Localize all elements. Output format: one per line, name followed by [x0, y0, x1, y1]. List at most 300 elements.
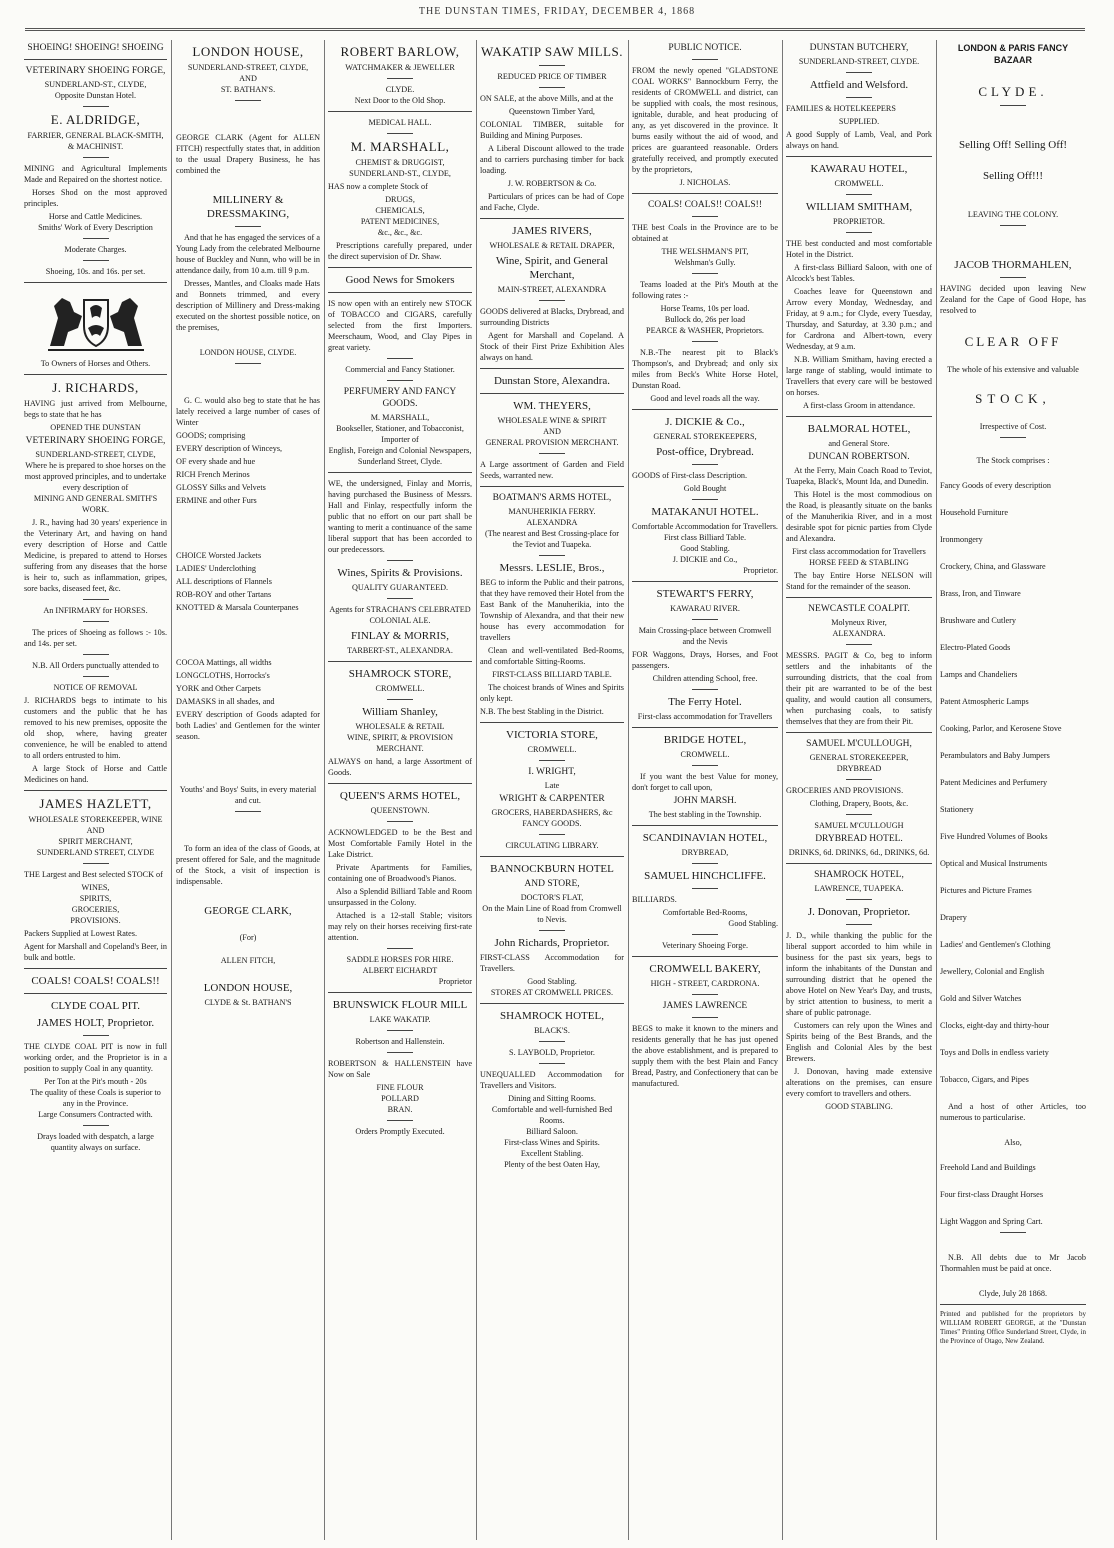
- ad-text: Good Stabling.: [728, 919, 778, 928]
- ad-text: LONDON HOUSE, CLYDE.: [199, 348, 297, 357]
- separator: [692, 216, 718, 217]
- ad-title: J. DICKIE & Co.,: [665, 416, 745, 428]
- ad-text: GENERAL STOREKEEPERS,: [653, 432, 757, 441]
- ad-text: Welshman's Gully.: [674, 258, 736, 267]
- ad-paragraph: FIRST-CLASS Accommodation for Travellers.: [480, 953, 624, 973]
- ad-text: CROMWELL.: [527, 745, 577, 754]
- ad-text: Bullock do, 26s per load: [664, 315, 746, 324]
- column-3: [328, 40, 472, 1540]
- ad-rule: [480, 722, 624, 723]
- separator: [539, 87, 565, 88]
- ad-text: Commercial and Fancy Stationer.: [345, 365, 455, 374]
- ad-address: SUNDERLAND-ST., CLYDE,: [349, 169, 451, 178]
- ad-text: PATENT MEDICINES,: [360, 217, 440, 226]
- separator: [692, 994, 718, 995]
- ad-text: CHEMICALS,: [375, 206, 425, 215]
- ad-text: Also,: [1004, 1138, 1022, 1147]
- ad-text: Proprietor: [438, 977, 472, 986]
- ad-rule: [24, 374, 167, 375]
- ad-text: Children attending School, free.: [652, 674, 758, 683]
- separator: [235, 811, 261, 812]
- ad-rule: [786, 732, 932, 733]
- ad-paragraph: At the Ferry, Main Coach Road to Teviot, Tuapeka, Black's, Mount Ida, and Dunedin.: [786, 466, 932, 486]
- separator: [83, 106, 109, 107]
- ad-rule: [480, 218, 624, 219]
- ad-title: SHAMROCK HOTEL,: [500, 1010, 604, 1022]
- ad-heading: LONDON & PARIS FANCY BAZAAR: [957, 43, 1069, 65]
- ad-text: First class accommodation for Travellers: [792, 547, 926, 556]
- masthead-bar: [0, 0, 1114, 34]
- ad-heading: NEWCASTLE COALPIT.: [808, 604, 910, 614]
- ad-rule: [480, 486, 624, 487]
- goods-item: DAMASKS in all shades, and: [176, 697, 275, 706]
- separator: [846, 779, 872, 780]
- ad-signature: GEORGE CLARK,: [204, 905, 292, 917]
- header-rule: [25, 28, 1085, 31]
- ad-title: Dunstan Store, Alexandra.: [493, 375, 611, 387]
- ad-paragraph: ON SALE, at the above Mills, and at the: [480, 94, 614, 103]
- goods-item: ERMINE and other Furs: [176, 496, 257, 505]
- ad-text: CHEMIST & DRUGGIST,: [355, 158, 445, 167]
- stock-item: Cooking, Parlor, and Kerosene Stove: [940, 724, 1062, 733]
- stock-item: Brass, Iron, and Tinware: [940, 589, 1021, 598]
- ad-title: STEWART'S FERRY,: [656, 588, 754, 600]
- ad-rule: [480, 368, 624, 369]
- ad-paragraph: ALWAYS on hand, a large Assortment of Goods.: [328, 757, 472, 777]
- goods-item: EVERY description of Goods adapted for both Ladies' and Gentlemen for the winter season.: [176, 710, 320, 741]
- ad-rule: [786, 597, 932, 598]
- ad-heading: SHOEING! SHOEING! SHOEING: [27, 43, 164, 53]
- column-divider: [936, 40, 937, 1540]
- ad-paragraph: FROM the newly opened "GLADSTONE COAL WORKS" Bannockburn Ferry, the residents of CROMWELL and district, can be supplied with coals, the most resinous, ignitable, durable, and heat producing of any, as yet discovered in the province. It burns easily without the aid of wood, and prices are guaranteed reasonable. Orders gratefully received, and promptly executed by the proprietors,: [632, 66, 778, 174]
- ad-rule: [328, 267, 472, 268]
- ad-text: Orders Promptly Executed.: [355, 1127, 445, 1136]
- ad-text: Comfortable and well-furnished Bed Rooms.: [491, 1105, 613, 1125]
- stock-item: Toys and Dolls in endless variety: [940, 1048, 1049, 1057]
- ad-rule: [328, 111, 472, 112]
- ad-paragraph: WE, the undersigned, Finlay and Morris, having purchased the Business of Messrs. Hall and Finlay, respectfully inform the public that no effort on our part shall be wanting to merit a continuance of the same liberal support that has been accorded to our predecessors.: [328, 479, 472, 554]
- separator: [83, 676, 109, 677]
- ad-title: The Ferry Hotel.: [668, 696, 742, 708]
- ad-text: CIRCULATING LIBRARY.: [505, 841, 599, 850]
- ad-paragraph: ACKNOWLEDGED to be the Best and Most Comfortable Family Hotel in the Lake District.: [328, 828, 472, 859]
- ad-text: CROMWELL.: [375, 684, 425, 693]
- ad-title: JACOB THORMAHLEN,: [954, 259, 1072, 271]
- ad-title: WAKATIP SAW MILLS.: [481, 44, 623, 59]
- ad-paragraph: A Large assortment of Garden and Field Seeds, warranted new.: [480, 460, 624, 480]
- separator: [846, 97, 872, 98]
- ad-heading: DUNSTAN BUTCHERY,: [809, 43, 909, 53]
- ad-paragraph: N.B. The best Stabling in the District.: [480, 707, 604, 716]
- separator: [692, 59, 718, 60]
- ad-text: WINES,: [81, 883, 110, 892]
- ad-text: DRINKS, 6d. DRINKS, 6d., DRINKS, 6d.: [788, 848, 930, 857]
- left-horse-icon: [50, 298, 82, 346]
- goods-item: LONGCLOTHS, Horrocks's: [176, 671, 270, 680]
- stock-item: Stationery: [940, 805, 974, 814]
- separator: [387, 821, 413, 822]
- stock-item: Pictures and Picture Frames: [940, 886, 1032, 895]
- ad-paragraph: A Liberal Discount allowed to the trade and to carriers purchasing timber for back loading.: [480, 144, 624, 175]
- ad-paragraph: MESSRS. PAGIT & Co, beg to inform settlers and the inhabitants of the surrounding districts, that the coal from their pit are warranted to be of the best quality, and would caution all consumers, when purchasing coals, to satisfy themselves that they are from their Pit.: [786, 651, 932, 726]
- separator: [692, 934, 718, 935]
- ad-paragraph: COLONIAL TIMBER, suitable for Building and Mining Purposes.: [480, 120, 624, 140]
- ad-paragraph: Dresses, Mantles, and Cloaks made Hats and Bonnets trimmed, and every description of Millinery and Dress-making executed on the shortest possible notice, on the premises,: [176, 279, 320, 332]
- ad-heading: BOATMAN'S ARMS HOTEL,: [492, 493, 612, 503]
- column-divider: [782, 40, 783, 1540]
- ad-paragraph: HAS now a complete Stock of: [328, 182, 428, 191]
- ad-paragraph: Packers Supplied at Lowest Rates.: [24, 929, 138, 938]
- ad-heading: AND STORE,: [524, 879, 580, 889]
- stock-item: Fancy Goods of every description: [940, 481, 1051, 490]
- ad-paragraph: Agent for Marshall and Copeland. A Stock of their First Prize Exhibition Ales always on hand.: [480, 331, 624, 362]
- horseshoe-icon: [88, 325, 104, 336]
- ad-text: Agents for STRACHAN'S CELEBRATED COLONIAL ALE.: [329, 605, 471, 625]
- stock-item: Gold and Silver Watches: [940, 994, 1022, 1003]
- ad-paragraph: Horses Shod on the most approved principles.: [24, 188, 167, 208]
- ad-rule: [24, 790, 167, 791]
- separator: [692, 1017, 718, 1018]
- separator: [539, 930, 565, 931]
- ad-rule: [632, 727, 778, 728]
- ad-title: William Shanley,: [362, 706, 438, 718]
- ad-title: CROMWELL BAKERY,: [649, 963, 761, 975]
- ad-title: Selling Off!!!: [983, 170, 1043, 182]
- ad-text: DRYBREAD: [836, 764, 882, 773]
- stock-item: Tobacco, Cigars, and Pipes: [940, 1075, 1029, 1084]
- ad-title: JAMES HOLT, Proprietor.: [36, 1017, 155, 1029]
- separator: [692, 765, 718, 766]
- column-1: [24, 40, 167, 1540]
- ad-text: Plenty of the best Oaten Hay,: [504, 1160, 600, 1169]
- goods-item: CHOICE Worsted Jackets: [176, 551, 262, 560]
- separator: [235, 226, 261, 227]
- separator: [83, 654, 109, 655]
- ad-text: Drays loaded with despatch, a large quantity always on surface.: [37, 1132, 154, 1152]
- ad-text: SAMUEL M'CULLOUGH: [814, 821, 904, 830]
- ad-paragraph: FAMILIES & HOTELKEEPERS: [786, 104, 896, 113]
- ad-title: Messrs. LESLIE, Bros.,: [499, 562, 605, 574]
- ad-text: Queenstown Timber Yard,: [509, 107, 595, 116]
- ad-rule: [480, 856, 624, 857]
- ad-text: SADDLE HORSES FOR HIRE.: [346, 955, 454, 964]
- ad-text: WINE, SPIRIT, & PROVISION MERCHANT.: [346, 733, 454, 753]
- goods-item: EVERY description of Winceys,: [176, 444, 283, 453]
- ad-text: and General Store.: [828, 439, 890, 448]
- ad-address: HIGH - STREET, CARDRONA.: [650, 979, 760, 988]
- ad-text: Molyneux River,: [831, 618, 887, 627]
- ad-text: AND: [543, 427, 561, 436]
- ad-rule: [328, 992, 472, 993]
- separator: [83, 621, 109, 622]
- ad-paragraph: ROBERTSON & HALLENSTEIN have Now on Sale: [328, 1059, 472, 1079]
- ad-paragraph: GEORGE CLARK (Agent for ALLEN FITCH) respectfully states that, in addition to the usual Drapery Business, he has combined the: [176, 133, 320, 175]
- separator: [387, 380, 413, 381]
- goods-item: KNOTTED & Marsala Counterpanes: [176, 603, 299, 612]
- ad-paragraph: Customers can rely upon the Wines and Spirits being of the Best Brands, and the English and Colonial Ales by the best Brewers.: [786, 1021, 932, 1063]
- stock-item: Optical and Musical Instruments: [940, 859, 1048, 868]
- ad-address: SUNDERLAND-STREET, CLYDE,: [35, 450, 156, 459]
- ad-paragraph: THE CLYDE COAL PIT is now in full working order, and the Proprietor is in a position to supply Coal in any quantity.: [24, 1042, 167, 1073]
- ad-text: THE WELSHMAN'S PIT,: [661, 247, 749, 256]
- page-header-title: THE DUNSTAN TIMES, FRIDAY, DECEMBER 4, 1868: [418, 6, 696, 17]
- stock-item: Crockery, China, and Glassware: [940, 562, 1046, 571]
- ad-heading: DRYBREAD HOTEL.: [815, 834, 903, 844]
- separator: [539, 1063, 565, 1064]
- goods-item: YORK and Other Carpets: [176, 684, 261, 693]
- right-horse-icon: [110, 298, 142, 346]
- goods-item: OF every shade and hue: [176, 457, 256, 466]
- separator: [387, 948, 413, 949]
- separator: [387, 78, 413, 79]
- separator: [83, 157, 109, 158]
- ad-text: SPIRIT MERCHANT,: [58, 837, 133, 846]
- column-divider: [476, 40, 477, 1540]
- ad-paragraph: To form an idea of the class of Goods, at present offered for Sale, and the magnitude of the Stock, a visit of inspection is indispensable.: [176, 844, 320, 886]
- ad-paragraph: And a host of other Articles, too numerous to particularise.: [940, 1102, 1086, 1122]
- separator: [387, 1030, 413, 1031]
- ad-text: REDUCED PRICE OF TIMBER: [497, 72, 607, 81]
- ad-text: The Stock comprises :: [976, 456, 1050, 465]
- ad-paragraph: HAVING just arrived from Melbourne, begs to state that he has: [24, 399, 167, 419]
- ad-text: HORSE FEED & STABLING: [809, 558, 909, 567]
- separator: [539, 760, 565, 761]
- ad-paragraph: Where he is prepared to shoe horses on the most approved principles, and to undertake every description of: [24, 461, 167, 492]
- ad-text: ST. BATHAN'S.: [220, 85, 276, 94]
- ad-text: N.B. All Orders punctually attended to: [32, 661, 159, 670]
- ad-text: DRUGS,: [385, 195, 415, 204]
- ad-text: Opposite Dunstan Hotel.: [54, 91, 137, 100]
- separator: [846, 232, 872, 233]
- ad-title: MATAKANUI HOTEL.: [651, 506, 759, 518]
- goods-item: ROB-ROY and other Tartans: [176, 590, 272, 599]
- ad-text: Billiard Saloon.: [526, 1127, 578, 1136]
- stock-item: Light Waggon and Spring Cart.: [940, 1217, 1043, 1226]
- ad-paragraph: Clean and well-ventilated Bed-Rooms, and comfortable Sitting-Rooms.: [480, 646, 624, 666]
- ad-text: KAWARAU RIVER.: [670, 604, 740, 613]
- separator: [539, 1041, 565, 1042]
- ad-title: SHAMROCK STORE,: [348, 668, 452, 680]
- ad-text: Proprietor.: [743, 566, 778, 575]
- ad-text: Horse Teams, 10s per load.: [660, 304, 750, 313]
- separator: [692, 689, 718, 690]
- ad-rule: [940, 1304, 1086, 1305]
- stock-item: Freehold Land and Buildings: [940, 1163, 1036, 1172]
- ad-text: GENERAL STOREKEEPER,: [809, 753, 909, 762]
- ad-text: BRAN.: [387, 1105, 413, 1114]
- ad-text: The quality of these Coals is superior to any in the Province.: [30, 1088, 161, 1108]
- ad-paragraph: Also a Splendid Billiard Table and Room unsurpassed in the Colony.: [328, 887, 472, 907]
- column-divider: [171, 40, 172, 1540]
- ad-title: CLEAR OFF: [964, 334, 1062, 349]
- ad-paragraph: UNEQUALLED Accommodation for Travellers and Visitors.: [480, 1070, 624, 1090]
- ad-text: ALEXANDRA.: [832, 629, 886, 638]
- ad-text: M. MARSHALL,: [370, 413, 430, 422]
- ad-text: First-class Wines and Spirits.: [504, 1138, 600, 1147]
- imprint: Printed and published for the proprietors by WILLIAM ROBERT GEORGE, at the "Dunstan Times" Printing Office Sunderland Street, Clyde, in the Province of Otago, New Zealand.: [940, 1310, 1086, 1345]
- ad-heading: VETERINARY SHOEING FORGE,: [25, 436, 166, 446]
- ad-title: CLYDE COAL PIT.: [50, 1000, 141, 1012]
- ad-paragraph: Agent for Marshall and Copeland's Beer, in bulk and bottle.: [24, 942, 167, 962]
- ad-rule: [24, 993, 167, 994]
- goods-item: GLOSSY Silks and Velvets: [176, 483, 266, 492]
- separator: [692, 273, 718, 274]
- ad-paragraph: And that he has engaged the services of a Young Lady from the celebrated Melbourne house of Buckley and Nunn, who will be in attendance daily, from 10 a.m. till 9 p.m.: [176, 233, 320, 275]
- ad-address: SUNDERLAND-ST., CLYDE,: [44, 80, 147, 89]
- separator: [692, 863, 718, 864]
- ad-rule: [480, 1003, 624, 1004]
- ad-title: LONDON HOUSE,: [192, 44, 304, 59]
- ad-text: GENERAL PROVISION MERCHANT.: [485, 438, 619, 447]
- separator: [692, 499, 718, 500]
- ad-heading: JOHN MARSH.: [673, 796, 737, 806]
- ad-paragraph: J. R., having had 30 years' experience in the Veterinary Art, and having on hand every description of Horse and Cattle Medicine, is prepared to attend to Horses suffering from any diseases that the horse is heir to, such as inflammation, gripes, sore backs, diseased feet, &c.: [24, 518, 167, 593]
- separator: [83, 599, 109, 600]
- separator: [387, 1052, 413, 1053]
- ad-paragraph: THE best Coals in the Province are to be obtained at: [632, 223, 778, 243]
- ad-title: WM. THEYERS,: [513, 400, 591, 412]
- ad-address: SUNDERLAND-STREET, CLYDE,: [187, 63, 309, 72]
- ad-paragraph: A first-class Billiard Saloon, with one of Alcock's best Tables.: [786, 263, 932, 283]
- ad-paragraph: THE best conducted and most comfortable Hotel in the District.: [786, 239, 932, 259]
- ad-text: MINING AND GENERAL SMITH'S WORK.: [33, 494, 158, 514]
- stock-item: Household Furniture: [940, 508, 1008, 517]
- separator: [539, 555, 565, 556]
- separator: [692, 888, 718, 889]
- ad-title: BRUNSWICK FLOUR MILL: [332, 999, 468, 1011]
- stock-item: Drapery: [940, 913, 967, 922]
- ad-heading: COALS! COALS!! COALS!!: [648, 200, 762, 210]
- ad-text: PEARCE & WASHER, Proprietors.: [646, 326, 764, 335]
- ad-text: Good Stabling.: [527, 977, 577, 986]
- ad-rule: [632, 581, 778, 582]
- ad-text: LAKE WAKATIP.: [369, 1015, 431, 1024]
- separator: [846, 194, 872, 195]
- ad-rule: [786, 156, 932, 157]
- ad-text: Excellent Stabling.: [520, 1149, 584, 1158]
- ad-paragraph: This Hotel is the most commodious on the Road, is pleasantly situate on the banks of the Manuherikia River, and in a most desirable spot for picnic parties from Clyde and Alexandra.: [786, 490, 932, 543]
- ad-paragraph: Coaches leave for Queenstown and Arrow every Monday, Wednesday, and Friday, at 9 a.m.; for Clyde, every Tuesday, Thursday, and Saturday, at 3.30 p.m.; and for Cardrona and Albert-town, every Wednesday, at 9 a.m.: [786, 287, 932, 351]
- ad-heading: I. WRIGHT,: [528, 767, 576, 777]
- stock-item: Jewellery, Colonial and English: [940, 967, 1045, 976]
- ad-signature: SAMUEL HINCHCLIFFE.: [644, 870, 766, 882]
- ad-rule: [632, 825, 778, 826]
- ad-address: Sunderland Street, Clyde.: [357, 457, 443, 466]
- ad-title: QUEEN'S ARMS HOTEL,: [339, 790, 461, 802]
- ad-text: Per Ton at the Pit's mouth - 20s: [44, 1077, 147, 1086]
- ad-title: STOCK,: [975, 391, 1051, 406]
- separator: [1000, 1232, 1026, 1233]
- ad-paragraph: MINING and Agricultural Implements Made and Repaired on the shortest notice.: [24, 164, 167, 184]
- ad-signature: J. Donovan, Proprietor.: [807, 906, 911, 918]
- ad-address: SUNDERLAND-STREET, CLYDE.: [798, 57, 920, 66]
- ad-text: SPIRITS,: [79, 894, 112, 903]
- ad-heading: VETERINARY SHOEING FORGE,: [25, 66, 166, 76]
- ad-heading: DUNCAN ROBERTSON.: [808, 452, 910, 462]
- ad-text: MANUHERIKIA FERRY.: [508, 507, 596, 516]
- ad-text: AND: [86, 826, 105, 835]
- ad-paragraph: Prescriptions carefully prepared, under the direct supervision of Dr. Shaw.: [328, 241, 472, 261]
- ad-heading: PUBLIC NOTICE.: [668, 43, 742, 53]
- ad-paragraph: FOR Waggons, Drays, Horses, and Foot passengers.: [632, 650, 778, 670]
- ad-heading: PERFUMERY AND FANCY GOODS.: [343, 387, 457, 409]
- ad-paragraph: Particulars of prices can be had of Cope and Fache, Clyde.: [480, 192, 624, 212]
- ad-text: PROVISIONS.: [70, 916, 121, 925]
- ad-title: Wine, Spirit, and General Merchant,: [495, 255, 609, 281]
- ad-text: Dining and Sitting Rooms.: [508, 1094, 596, 1103]
- separator: [539, 453, 565, 454]
- ad-text: An INFIRMARY for HORSES.: [43, 606, 148, 615]
- ad-text: AND: [239, 74, 257, 83]
- ad-text: WATCHMAKER & JEWELLER: [345, 63, 455, 72]
- ad-address: TARBERT-ST., ALEXANDRA.: [347, 646, 453, 655]
- ad-text: Gold Bought: [683, 484, 727, 493]
- column-divider: [628, 40, 629, 1540]
- ad-text: WHOLESALE STOREKEEPER, WINE: [28, 815, 163, 824]
- ad-paragraph: N.B.-The nearest pit to Black's Thompson's, and Drybread; and only six miles from Beck's White Horse Hotel, Dunstan Road.: [632, 348, 778, 390]
- ad-text: &c., &c., &c.: [377, 228, 423, 237]
- stock-item: Ladies' and Gentlemen's Clothing: [940, 940, 1051, 949]
- ad-title: Post-office, Drybread.: [656, 446, 754, 458]
- separator: [692, 341, 718, 342]
- ad-text: ALLEN FITCH,: [220, 956, 276, 965]
- column-4: [480, 40, 624, 1540]
- ad-text: Good Stabling.: [680, 544, 730, 553]
- ad-text: Moderate Charges.: [64, 245, 127, 254]
- ad-paragraph: IS now open with an entirely new STOCK of TOBACCO and CIGARS, carefully selected from the first Importers. Meerschaum, Wood, and Clay Pipes in great variety.: [328, 299, 472, 352]
- separator: [846, 924, 872, 925]
- ad-title: J. RICHARDS,: [52, 380, 139, 395]
- ad-text: Comfortable Accommodation for Travellers.: [632, 522, 778, 531]
- separator: [846, 814, 872, 815]
- separator: [1000, 277, 1026, 278]
- stock-item: Lamps and Chandeliers: [940, 670, 1018, 679]
- ad-rule: [632, 956, 778, 957]
- ad-heading: SHAMROCK HOTEL,: [814, 870, 904, 880]
- ad-paragraph: On the Main Line of Road from Cromwell to Nevis.: [482, 904, 622, 924]
- ad-text: POLLARD: [381, 1094, 419, 1103]
- ad-text: Late: [544, 781, 560, 790]
- ad-heading: WRIGHT & CARPENTER: [499, 794, 605, 804]
- separator: [83, 1125, 109, 1126]
- ad-text: OPENED THE DUNSTAN: [50, 423, 141, 432]
- separator: [387, 560, 413, 561]
- ad-rule: [24, 968, 167, 969]
- ad-paragraph: Teams loaded at the Pit's Mouth at the following rates :-: [632, 280, 778, 300]
- ad-text: STORES AT CROMWELL PRICES.: [490, 988, 614, 997]
- ad-signature: J. NICHOLAS.: [679, 178, 731, 187]
- ad-text: Robertson and Hallenstein.: [355, 1037, 445, 1046]
- ad-text: GROCERIES,: [71, 905, 120, 914]
- separator: [846, 644, 872, 645]
- ad-title: WILLIAM SMITHAM,: [805, 201, 913, 213]
- ad-address: MAIN-STREET, ALEXANDRA: [497, 285, 607, 294]
- ad-text: ALEXANDRA: [526, 518, 578, 527]
- stock-item: Electro-Plated Goods: [940, 643, 1011, 652]
- separator: [83, 1035, 109, 1036]
- ad-rule: [328, 783, 472, 784]
- ad-paragraph: BEGS to make it known to the miners and residents generally that he has just opened the above establishment, and is prepared to supply them with the best Plain and Fancy Bread, Pastry, and Confectionery that can be manufactured.: [632, 1024, 778, 1088]
- ad-heading: JAMES LAWRENCE: [662, 1001, 748, 1011]
- separator: [387, 1120, 413, 1121]
- ad-title: SCANDINAVIAN HOTEL,: [642, 832, 768, 844]
- ad-signature: J. W. ROBERTSON & Co.: [507, 179, 597, 188]
- ad-paragraph: The bay Entire Horse NELSON will Stand for the remainder of the season.: [786, 571, 932, 591]
- ad-text: QUEENSTOWN.: [370, 806, 430, 815]
- ad-title: FINLAY & MORRIS,: [351, 630, 449, 642]
- separator: [387, 699, 413, 700]
- ad-text: Shoeing, 10s. and 16s. per set.: [45, 267, 146, 276]
